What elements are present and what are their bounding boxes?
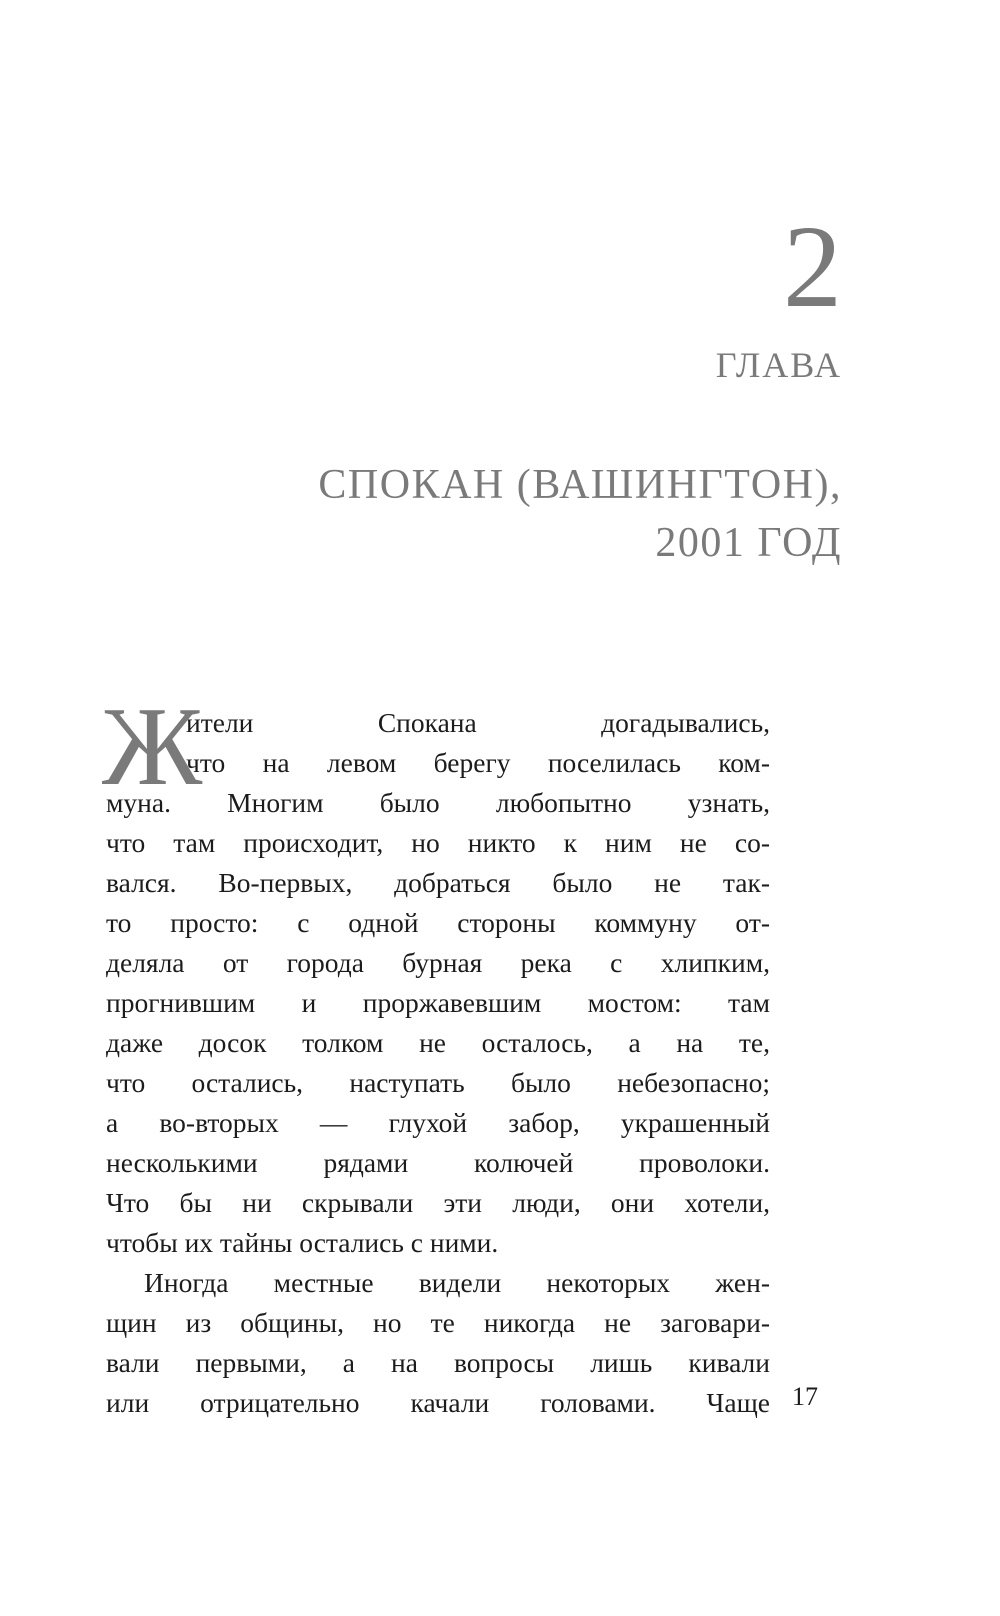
- text-line: деляла от города бурная река с хлипким,: [106, 947, 770, 978]
- text-line: что там происходит, но никто к ним не со-: [106, 827, 770, 858]
- text-line: ители Спокана догадывались,: [186, 707, 770, 738]
- text-line: щин из общины, но те никогда не заговари-: [106, 1307, 770, 1338]
- text-line: Иногда местные видели некоторых жен-: [144, 1267, 770, 1298]
- chapter-title: [318, 456, 842, 572]
- text-line: чтобы их тайны остались с ними.: [106, 1227, 499, 1258]
- text-line: несколькими рядами колючей проволоки.: [106, 1147, 770, 1178]
- paragraph-1: [106, 703, 770, 1263]
- paragraph-2: [106, 1263, 770, 1423]
- text-line: Что бы ни скрывали эти люди, они хотели,: [106, 1187, 770, 1218]
- text-line: а во-вторых — глухой забор, украшенный: [106, 1107, 770, 1138]
- body-text: [102, 685, 770, 1423]
- text-line: вали первыми, а на вопросы лишь кивали: [106, 1347, 770, 1378]
- chapter-number: 2: [783, 201, 842, 332]
- chapter-title-line: 2001 ГОД: [655, 520, 842, 566]
- text-line: то просто: с одной стороны коммуну от-: [106, 907, 770, 938]
- chapter-label: ГЛАВА: [715, 345, 842, 385]
- text-line: даже досок толком не осталось, а на те,: [106, 1027, 770, 1058]
- page-number: 17: [792, 1382, 818, 1411]
- text-line: что на левом берегу поселилась ком-: [186, 747, 770, 778]
- text-line: прогнившим и проржавевшим мостом: там: [106, 987, 770, 1018]
- text-line: вался. Во-первых, добраться было не так-: [106, 867, 770, 898]
- text-line: или отрицательно качали головами. Чаще: [106, 1387, 770, 1418]
- text-line: муна. Многим было любопытно узнать,: [106, 787, 770, 818]
- text-line: что остались, наступать было небезопасно;: [106, 1067, 770, 1098]
- chapter-title-line: СПОКАН (ВАШИНГТОН),: [318, 462, 842, 508]
- drop-cap: Ж: [102, 685, 203, 809]
